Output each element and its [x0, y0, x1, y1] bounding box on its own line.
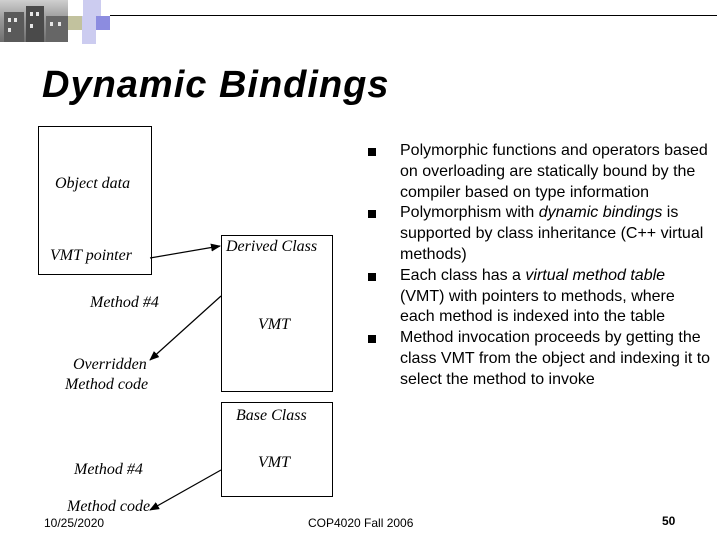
- method4-top-label: Method #4: [90, 294, 159, 311]
- square-bullet-icon: [368, 148, 376, 156]
- arrow-base-to-method-code: [150, 470, 221, 510]
- bullet-text: [400, 142, 708, 201]
- bullet-emphasis: virtual method table: [525, 266, 666, 284]
- square-bullet-icon: [368, 273, 376, 281]
- footer-date: 10/25/2020: [44, 516, 105, 530]
- method-code-top-label: Method code: [65, 376, 149, 393]
- base-class-label: Base Class: [236, 407, 307, 424]
- method4-bottom-label: Method #4: [74, 461, 143, 478]
- square-bullet-icon: [368, 210, 376, 218]
- bullet-run: Polymorphic functions and operators based on overloading are statically bound by the compiler based on type information: [400, 142, 708, 201]
- vmt-pointer-label: VMT pointer: [50, 247, 132, 264]
- base-vmt-label: VMT: [258, 454, 290, 471]
- derived-class-label: Derived Class: [226, 238, 318, 255]
- bullet-emphasis: dynamic bindings: [538, 204, 663, 222]
- bullet-text: [400, 329, 710, 388]
- bullet-item: [368, 266, 713, 328]
- derived-vmt-label: VMT: [258, 316, 290, 333]
- square-bullet-icon: [368, 335, 376, 343]
- slide-title: Dynamic Bindings: [42, 64, 390, 106]
- method-code-bottom-label: Method code: [67, 498, 151, 515]
- overridden-label: Overridden: [73, 356, 147, 373]
- bullet-run: (VMT) with pointers to methods, where each method is indexed into the table: [400, 287, 675, 326]
- bullet-item: [368, 203, 713, 265]
- bullet-item: [368, 141, 713, 203]
- arrow-derived-to-overridden: [150, 296, 221, 360]
- bullet-run: Each class has a: [400, 266, 526, 284]
- bullet-run: is supported by class inheritance (C++ virtual methods): [400, 204, 704, 263]
- bullet-list: [368, 141, 713, 391]
- bullet-text: [400, 204, 703, 263]
- bullet-run: Polymorphism with: [400, 204, 539, 222]
- bullet-text: [400, 267, 675, 326]
- bullet-run: Method invocation proceeds by getting the class VMT from the object and indexing it to select the method to invoke: [400, 329, 711, 388]
- object-data-label: Object data: [55, 175, 131, 192]
- page-number: 50: [662, 514, 676, 528]
- bullet-item: [368, 328, 713, 390]
- footer-course: COP4020 Fall 2006: [308, 516, 414, 530]
- arrow-pointer-to-derived: [150, 246, 220, 258]
